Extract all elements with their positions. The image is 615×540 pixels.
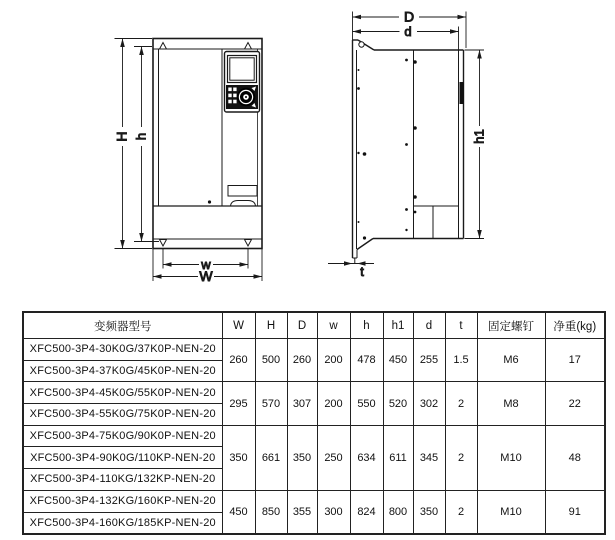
value-w: 300	[317, 490, 350, 533]
value-h1: 611	[383, 425, 413, 490]
mounting-hole-dots	[357, 59, 417, 240]
value-W: 350	[222, 425, 255, 490]
table-row	[23, 339, 605, 361]
value-H: 570	[255, 382, 287, 425]
dim-H	[115, 39, 153, 249]
model-cell: XFC500-3P4-37K0G/45K0P-NEN-20	[23, 360, 222, 382]
table-row	[23, 490, 605, 512]
value-weight: 22	[545, 382, 605, 425]
col-header-weight: 净重(kg)	[545, 312, 605, 339]
value-W: 260	[222, 339, 255, 382]
dim-label-t: t	[360, 264, 364, 279]
value-h: 478	[350, 339, 383, 382]
dim-label-H: H	[113, 131, 130, 142]
value-d: 255	[413, 339, 445, 382]
keypad	[225, 52, 260, 113]
value-w: 200	[317, 339, 350, 382]
value-D: 355	[287, 490, 317, 533]
value-w: 200	[317, 382, 350, 425]
dim-label-D: D	[403, 8, 415, 25]
value-h1: 450	[383, 339, 413, 382]
value-H: 500	[255, 339, 287, 382]
value-screw: M10	[477, 425, 545, 490]
col-header-W: W	[222, 312, 255, 339]
model-cell: XFC500-3P4-110KG/132KP-NEN-20	[23, 469, 222, 491]
value-h: 824	[350, 490, 383, 533]
model-cell: XFC500-3P4-75K0G/90K0P-NEN-20	[23, 425, 222, 447]
model-cell: XFC500-3P4-55K0G/75K0P-NEN-20	[23, 404, 222, 426]
value-screw: M6	[477, 339, 545, 382]
model-cell: XFC500-3P4-90K0G/110KP-NEN-20	[23, 447, 222, 469]
col-header-model: 变频器型号	[23, 312, 222, 339]
value-weight: 91	[545, 490, 605, 533]
dial-knob-icon	[237, 88, 255, 106]
model-cell: XFC500-3P4-45K0G/55K0P-NEN-20	[23, 382, 222, 404]
value-d: 345	[413, 425, 445, 490]
col-header-D: D	[287, 312, 317, 339]
value-D: 260	[287, 339, 317, 382]
dim-label-W: W	[199, 268, 213, 285]
model-cell: XFC500-3P4-160KG/185KP-NEN-20	[23, 512, 222, 534]
value-h1: 520	[383, 382, 413, 425]
value-h1: 800	[383, 490, 413, 533]
value-D: 350	[287, 425, 317, 490]
value-h: 550	[350, 382, 383, 425]
value-t: 2	[445, 490, 477, 533]
table-row	[23, 425, 605, 447]
value-W: 450	[222, 490, 255, 533]
value-t: 2	[445, 425, 477, 490]
value-H: 661	[255, 425, 287, 490]
value-weight: 48	[545, 425, 605, 490]
dim-label-d: d	[404, 23, 412, 39]
col-header-screw: 固定螺钉	[477, 312, 545, 339]
model-cell: XFC500-3P4-30K0G/37K0P-NEN-20	[23, 339, 222, 361]
dim-label-h1: h1	[471, 129, 487, 144]
value-screw: M10	[477, 490, 545, 533]
keypad-side-profile	[460, 82, 465, 104]
col-header-h: h	[350, 312, 383, 339]
value-w: 250	[317, 425, 350, 490]
value-H: 850	[255, 490, 287, 533]
value-W: 295	[222, 382, 255, 425]
model-cell: XFC500-3P4-132KG/160KP-NEN-20	[23, 490, 222, 512]
col-header-h1: h1	[383, 312, 413, 339]
value-t: 2	[445, 382, 477, 425]
dim-t	[328, 261, 374, 265]
col-header-t: t	[445, 312, 477, 339]
side-view-drawing	[328, 9, 487, 280]
value-weight: 17	[545, 339, 605, 382]
table-header-row	[23, 312, 605, 339]
value-d: 350	[413, 490, 445, 533]
table-row	[23, 382, 605, 404]
dim-label-h: h	[133, 132, 149, 141]
value-D: 307	[287, 382, 317, 425]
dim-label-w: w	[201, 256, 211, 272]
value-d: 302	[413, 382, 445, 425]
col-header-w: w	[317, 312, 350, 339]
dimension-spec-table	[22, 311, 606, 535]
value-h: 634	[350, 425, 383, 490]
value-t: 1.5	[445, 339, 477, 382]
col-header-d: d	[413, 312, 445, 339]
value-screw: M8	[477, 382, 545, 425]
front-view-drawing	[114, 39, 263, 285]
col-header-H: H	[255, 312, 287, 339]
